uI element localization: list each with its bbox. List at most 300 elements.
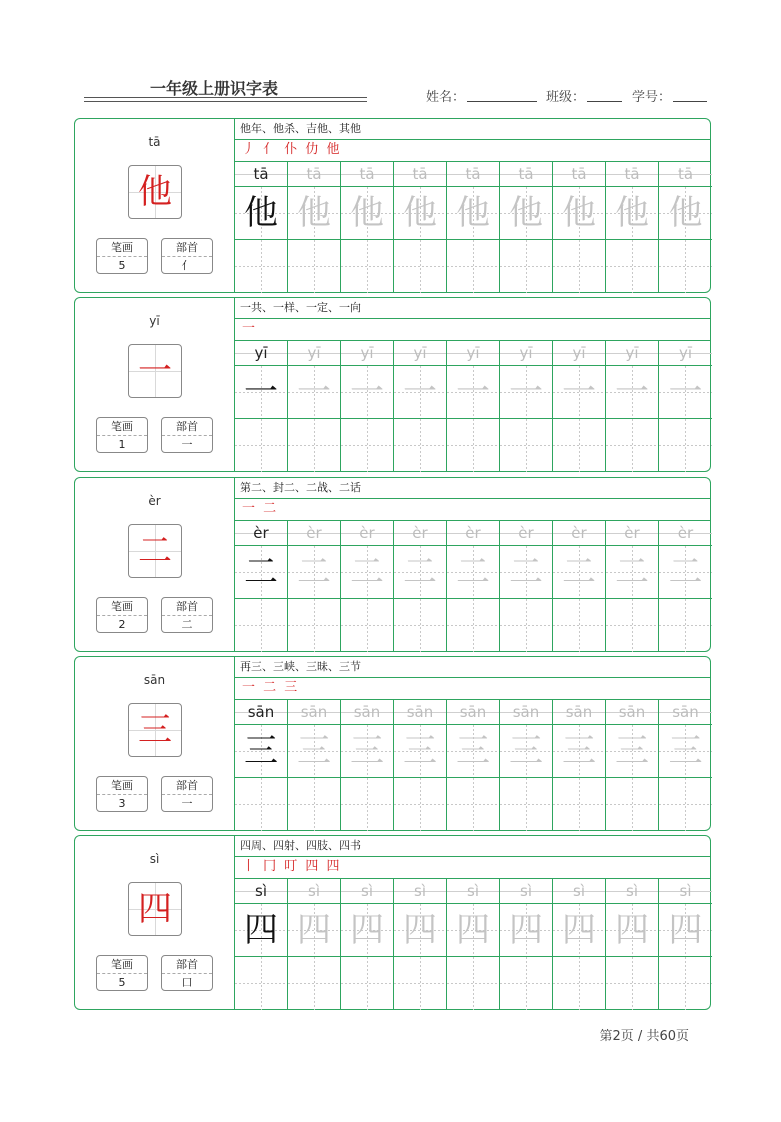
character-cell[interactable] [288,904,340,957]
character-glyph: 他 [244,193,278,233]
pinyin-cell: sān [394,700,446,725]
pinyin-cell: tā [235,162,287,187]
example-words: 四周、四射、四肢、四书 [235,836,711,857]
pinyin-cell: sì [394,879,446,904]
character-cell[interactable] [394,187,446,240]
character-cell[interactable] [235,725,287,778]
practice-panel [234,298,711,471]
character-cell[interactable] [500,904,552,957]
blank-practice-cell[interactable] [394,957,446,1010]
name-label: 姓名： [426,90,466,105]
blank-practice-cell[interactable] [235,599,287,652]
character-info-panel [75,119,234,292]
character-glyph: 一 [244,372,278,412]
blank-practice-cell[interactable] [235,419,287,472]
character-card [74,835,711,1010]
pinyin-cell: sì [659,879,712,904]
character-cell[interactable] [606,725,658,778]
blank-practice-cell[interactable] [394,778,446,831]
practice-panel [234,478,711,651]
character-cell[interactable] [288,725,340,778]
character-cell[interactable] [288,546,340,599]
number-label: 学号： [632,90,672,105]
character-glyph: 四 [244,910,278,950]
character-cell[interactable] [341,546,393,599]
blank-practice-cell[interactable] [553,419,605,472]
blank-practice-cell[interactable] [659,240,712,293]
stroke-count-label: 笔画 [97,418,147,436]
stroke-count-label: 笔画 [97,956,147,974]
pinyin-cell: yī [235,341,287,366]
character-cell[interactable] [606,546,658,599]
character-glyph: 四 [456,910,490,950]
practice-column [553,700,606,831]
character-glyph: 四 [615,910,649,950]
blank-practice-cell[interactable] [288,240,340,293]
radical-box [161,776,213,812]
character-display-box [128,524,182,578]
character-pinyin: sì [149,852,160,866]
blank-practice-cell[interactable] [553,957,605,1010]
stroke-count-box [96,776,148,812]
blank-practice-cell[interactable] [606,599,658,652]
practice-column [659,521,712,652]
pinyin-cell: èr [606,521,658,546]
character-cell[interactable] [447,725,499,778]
practice-column [235,341,288,472]
stroke-order: 一 二 [235,499,711,521]
practice-column [606,879,659,1010]
number-field[interactable] [673,101,707,102]
character-glyph: 一 [509,372,543,412]
character-glyph: 一 [297,372,331,412]
practice-column [606,700,659,831]
title-underline [84,97,367,98]
character-info-panel [75,478,234,651]
practice-column [500,162,553,293]
character-glyph: 一 [562,372,596,412]
blank-practice-cell[interactable] [606,240,658,293]
practice-column [447,700,500,831]
character-glyph: 二 [615,552,649,592]
radical-value: 一 [181,797,193,810]
character-glyph: 三 [509,731,543,771]
blank-practice-cell[interactable] [394,419,446,472]
pinyin-cell: yī [500,341,552,366]
character-glyph: 三 [562,731,596,771]
blank-practice-cell[interactable] [606,957,658,1010]
pinyin-cell: èr [235,521,287,546]
blank-practice-cell[interactable] [553,778,605,831]
pinyin-cell: yī [288,341,340,366]
blank-practice-cell[interactable] [500,778,552,831]
character-cell[interactable] [235,187,287,240]
character-large: 他 [138,172,172,212]
page-footer: 第2页 / 共60页 [599,1029,689,1044]
radical-box [161,597,213,633]
practice-column [394,521,447,652]
character-glyph: 他 [297,193,331,233]
class-label: 班级： [546,90,586,105]
pinyin-cell: tā [659,162,712,187]
example-words: 他年、他杀、吉他、其他 [235,119,711,140]
pinyin-cell: sì [341,879,393,904]
blank-practice-cell[interactable] [500,599,552,652]
stroke-order: 一 二 三 [235,678,711,700]
practice-column [447,521,500,652]
pinyin-cell: sān [447,700,499,725]
example-words: 第二、封二、二战、二话 [235,478,711,499]
practice-column [341,162,394,293]
character-info-panel [75,836,234,1009]
character-cell[interactable] [341,366,393,419]
character-glyph: 四 [509,910,543,950]
practice-column [394,341,447,472]
practice-grid [235,341,712,472]
pinyin-cell: tā [447,162,499,187]
pinyin-cell: sì [606,879,658,904]
character-cell[interactable] [553,546,605,599]
radical-box [161,955,213,991]
character-cell[interactable] [500,725,552,778]
character-cell[interactable] [606,904,658,957]
pinyin-cell: yī [553,341,605,366]
practice-panel [234,119,711,292]
pinyin-cell: yī [447,341,499,366]
blank-practice-cell[interactable] [447,957,499,1010]
character-cell[interactable] [606,187,658,240]
practice-column [288,879,341,1010]
practice-column [235,700,288,831]
stroke-count-value: 5 [118,976,126,989]
practice-grid [235,879,712,1010]
character-glyph: 他 [456,193,490,233]
character-glyph: 二 [668,552,703,592]
character-cell[interactable] [659,546,712,599]
character-cell[interactable] [500,546,552,599]
practice-panel [234,836,711,1009]
practice-column [341,341,394,472]
blank-practice-cell[interactable] [288,599,340,652]
stroke-count-box [96,417,148,453]
pinyin-cell: èr [341,521,393,546]
practice-grid [235,521,712,652]
stroke-order: 丿 亻 仆 仂 他 [235,140,711,162]
practice-column [394,879,447,1010]
blank-practice-cell[interactable] [659,419,712,472]
practice-column [606,341,659,472]
practice-column [341,879,394,1010]
character-large: 二 [138,531,172,571]
character-cell[interactable] [659,904,712,957]
practice-column [288,162,341,293]
character-cell[interactable] [659,187,712,240]
pinyin-cell: yī [394,341,446,366]
practice-column [606,162,659,293]
character-glyph: 一 [456,372,490,412]
practice-column [394,700,447,831]
blank-practice-cell[interactable] [447,240,499,293]
practice-panel [234,657,711,830]
pinyin-cell: sān [341,700,393,725]
character-cell[interactable] [606,366,658,419]
character-glyph: 一 [668,372,703,412]
pinyin-cell: yī [606,341,658,366]
character-display-box [128,703,182,757]
blank-practice-cell[interactable] [606,778,658,831]
pinyin-cell: tā [500,162,552,187]
pinyin-cell: tā [288,162,340,187]
character-cell[interactable] [235,904,287,957]
stroke-count-label: 笔画 [97,777,147,795]
character-cell[interactable] [447,904,499,957]
character-cell[interactable] [659,366,712,419]
radical-label: 部首 [162,777,212,795]
character-display-box [128,882,182,936]
example-words: 一共、一样、一定、一向 [235,298,711,319]
blank-practice-cell[interactable] [500,240,552,293]
character-card [74,477,711,652]
practice-grid [235,700,712,831]
stroke-count-value: 1 [118,438,126,451]
character-cell[interactable] [394,546,446,599]
character-cell[interactable] [394,366,446,419]
character-card [74,656,711,831]
character-glyph: 他 [509,193,543,233]
pinyin-cell: sān [553,700,605,725]
class-field[interactable] [587,101,622,102]
practice-column [288,521,341,652]
character-glyph: 他 [350,193,384,233]
pinyin-cell: sān [606,700,658,725]
practice-column [659,341,712,472]
character-cell[interactable] [394,904,446,957]
pinyin-cell: sān [500,700,552,725]
character-glyph: 二 [244,552,278,592]
character-glyph: 三 [244,731,278,771]
character-pinyin: yī [149,314,160,328]
blank-practice-cell[interactable] [341,419,393,472]
stroke-count-label: 笔画 [97,239,147,257]
character-glyph: 二 [509,552,543,592]
practice-column [659,879,712,1010]
blank-practice-cell[interactable] [288,419,340,472]
character-glyph: 二 [297,552,331,592]
character-cell[interactable] [447,546,499,599]
pinyin-cell: tā [553,162,605,187]
radical-value: 一 [181,438,193,451]
character-cell[interactable] [553,725,605,778]
radical-box [161,238,213,274]
blank-practice-cell[interactable] [553,599,605,652]
blank-practice-cell[interactable] [235,957,287,1010]
practice-column [288,341,341,472]
character-cell[interactable] [553,366,605,419]
stroke-count-box [96,955,148,991]
pinyin-cell: sān [235,700,287,725]
character-glyph: 三 [668,731,703,771]
character-glyph: 二 [403,552,437,592]
character-cell[interactable] [659,725,712,778]
practice-column [500,700,553,831]
character-glyph: 一 [403,372,437,412]
blank-practice-cell[interactable] [235,778,287,831]
character-glyph: 一 [350,372,384,412]
pinyin-cell: sì [235,879,287,904]
blank-practice-cell[interactable] [235,240,287,293]
practice-column [500,341,553,472]
pinyin-cell: èr [288,521,340,546]
character-pinyin: sān [143,673,166,687]
blank-practice-cell[interactable] [500,957,552,1010]
character-cell[interactable] [341,187,393,240]
blank-practice-cell[interactable] [659,778,712,831]
character-cell[interactable] [500,187,552,240]
character-pinyin: tā [148,135,161,149]
character-info-panel [75,657,234,830]
practice-column [553,162,606,293]
character-glyph: 三 [297,731,331,771]
character-glyph: 三 [403,731,437,771]
practice-column [394,162,447,293]
blank-practice-cell[interactable] [394,240,446,293]
practice-column [500,521,553,652]
pinyin-cell: sì [447,879,499,904]
character-cell[interactable] [447,187,499,240]
blank-practice-cell[interactable] [288,957,340,1010]
practice-column [659,700,712,831]
pinyin-cell: yī [659,341,712,366]
character-cell[interactable] [288,187,340,240]
character-glyph: 他 [668,193,703,233]
practice-column [500,879,553,1010]
character-glyph: 四 [562,910,596,950]
blank-practice-cell[interactable] [659,599,712,652]
blank-practice-cell[interactable] [447,599,499,652]
pinyin-cell: èr [394,521,446,546]
pinyin-cell: yī [341,341,393,366]
practice-column [288,700,341,831]
practice-column [341,521,394,652]
radical-label: 部首 [162,418,212,436]
blank-practice-cell[interactable] [606,419,658,472]
blank-practice-cell[interactable] [447,778,499,831]
stroke-order: 丨 冂 叮 四 四 [235,857,711,879]
practice-column [447,879,500,1010]
stroke-count-label: 笔画 [97,598,147,616]
stroke-count-box [96,597,148,633]
practice-column [341,700,394,831]
character-info-panel [75,298,234,471]
practice-column [553,879,606,1010]
pinyin-cell: èr [500,521,552,546]
character-cell[interactable] [341,725,393,778]
pinyin-cell: sì [288,879,340,904]
blank-practice-cell[interactable] [553,240,605,293]
character-glyph: 二 [456,552,490,592]
example-words: 再三、三峡、三昧、三节 [235,657,711,678]
blank-practice-cell[interactable] [341,599,393,652]
character-glyph: 三 [456,731,490,771]
pinyin-cell: tā [606,162,658,187]
stroke-count-value: 3 [118,797,126,810]
character-cell[interactable] [235,366,287,419]
pinyin-cell: èr [659,521,712,546]
practice-grid [235,162,712,293]
blank-practice-cell[interactable] [447,419,499,472]
character-cell[interactable] [500,366,552,419]
radical-label: 部首 [162,239,212,257]
pinyin-cell: sì [500,879,552,904]
radical-label: 部首 [162,598,212,616]
character-glyph: 四 [350,910,384,950]
character-cell[interactable] [288,366,340,419]
practice-column [553,341,606,472]
character-glyph: 一 [615,372,649,412]
character-large: 一 [138,351,172,391]
blank-practice-cell[interactable] [341,778,393,831]
character-glyph: 四 [403,910,437,950]
radical-value: 亻 [181,259,193,272]
blank-practice-cell[interactable] [341,240,393,293]
character-display-box [128,165,182,219]
character-cell[interactable] [447,366,499,419]
blank-practice-cell[interactable] [341,957,393,1010]
character-glyph: 他 [562,193,596,233]
pinyin-cell: èr [553,521,605,546]
character-cell[interactable] [235,546,287,599]
character-cell[interactable] [341,904,393,957]
character-large: 三 [138,710,172,750]
character-cell[interactable] [394,725,446,778]
stroke-order: 一 [235,319,711,341]
character-cell[interactable] [553,187,605,240]
blank-practice-cell[interactable] [394,599,446,652]
character-display-box [128,344,182,398]
practice-column [659,162,712,293]
character-glyph: 他 [403,193,437,233]
pinyin-cell: sì [553,879,605,904]
pinyin-cell: tā [394,162,446,187]
practice-column [553,521,606,652]
character-large: 四 [138,889,172,929]
blank-practice-cell[interactable] [500,419,552,472]
name-field[interactable] [467,101,537,102]
practice-column [606,521,659,652]
radical-value: 口 [181,976,193,989]
character-cell[interactable] [553,904,605,957]
character-glyph: 三 [350,731,384,771]
practice-column [235,521,288,652]
practice-column [447,162,500,293]
pinyin-cell: sān [659,700,712,725]
radical-value: 二 [181,618,193,631]
radical-label: 部首 [162,956,212,974]
blank-practice-cell[interactable] [288,778,340,831]
pinyin-cell: èr [447,521,499,546]
stroke-count-box [96,238,148,274]
pinyin-cell: sān [288,700,340,725]
blank-practice-cell[interactable] [659,957,712,1010]
character-glyph: 四 [297,910,331,950]
practice-column [235,879,288,1010]
page-title: 一年级上册识字表 [150,79,279,98]
character-glyph: 二 [350,552,384,592]
character-pinyin: èr [148,494,161,508]
character-card [74,297,711,472]
title-underline-2 [84,101,367,102]
radical-box [161,417,213,453]
